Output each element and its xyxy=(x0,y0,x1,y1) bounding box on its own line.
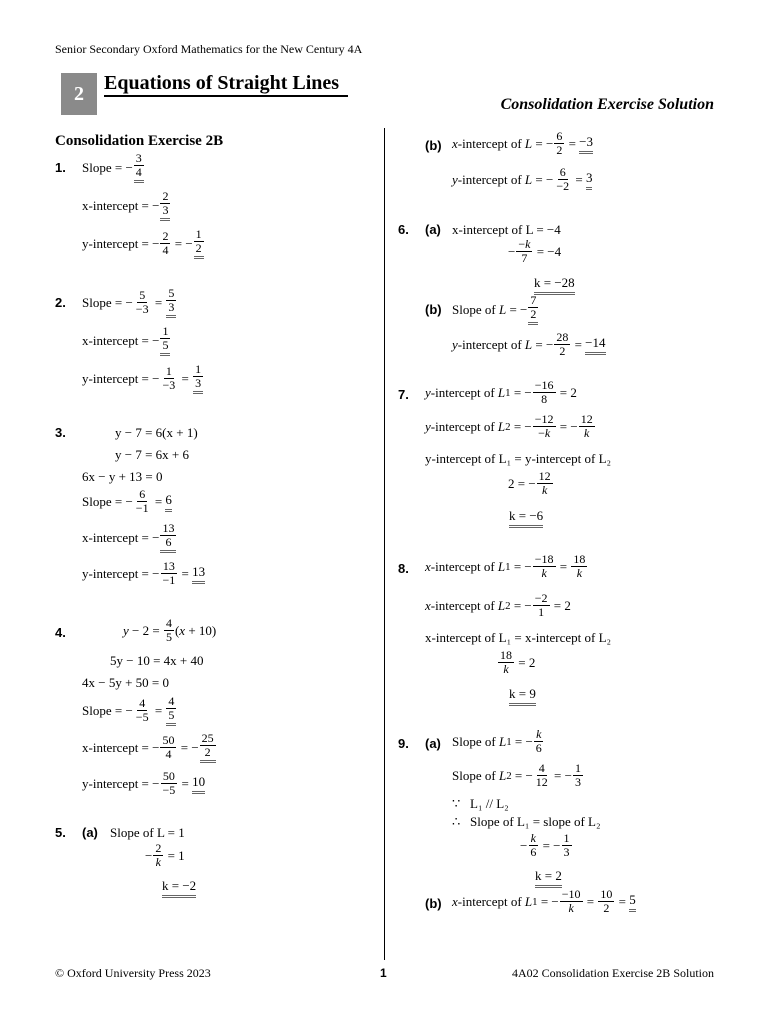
q7-equation: y-intercept of L₁ = y-intercept of L₂ xyxy=(425,451,612,466)
q9a-parallel xyxy=(452,796,509,812)
q3-step: y − 7 = 6x + 6 xyxy=(115,447,189,462)
q2-x-intercept: x-intercept = − $\frac{1}{5}$ xyxy=(82,325,171,356)
q7-y-intercept-l2: y -intercept of L 2 = − $\frac{-12}{-k}$ = − $\frac{12}{k}$ xyxy=(425,412,593,441)
y-intercept-label: y-intercept = xyxy=(82,775,149,791)
q1-slope: Slope = − $\frac{3}{4}$ xyxy=(82,152,145,183)
parallel-statement: L₁ // L₂ xyxy=(470,796,509,811)
y-intercept-label: y-intercept = xyxy=(82,565,149,581)
part-label: (a) xyxy=(82,825,98,840)
q3-step: 6x − y + 13 = 0 xyxy=(82,469,163,484)
q4-step: y − 2 = $\frac{4}{5}$ ( x + 10) xyxy=(123,616,217,645)
question-number: 8. xyxy=(398,561,409,576)
copyright-footer: © Oxford University Press 2023 xyxy=(55,966,211,980)
question-number: 4. xyxy=(55,625,66,640)
q8-x-intercept-l1: x -intercept of L 1 = − $\frac{-18}{k}$ = $\frac{18}{k}$ xyxy=(425,552,586,581)
part-label: (a) xyxy=(425,222,441,237)
q5b-y-intercept: y -intercept of L = − $\frac{6}{-2}$ = 3 xyxy=(452,165,593,194)
question-number: 5. xyxy=(55,825,66,840)
column-divider xyxy=(384,128,385,960)
q6a-x-intercept: x-intercept of L = −4 xyxy=(452,222,561,237)
question-number: 1. xyxy=(55,160,66,175)
q5a-answer: k = −2 xyxy=(162,878,196,898)
q8-equation: x-intercept of L₁ = x-intercept of L₂ xyxy=(425,630,612,645)
slope-equality: Slope of L₁ = slope of L₂ xyxy=(470,814,601,829)
q4-step: 5y − 10 = 4x + 40 xyxy=(110,653,204,668)
q5a-step: − $\frac{2}{k}$ = 1 xyxy=(145,841,185,870)
page-number: 1 xyxy=(380,966,387,980)
q2-slope: Slope = − $\frac{5}{-3}$ = $\frac{5}{3}$ xyxy=(82,287,177,318)
exercise-title: Consolidation Exercise 2B xyxy=(55,133,224,149)
q8-x-intercept-l2: x -intercept of L 2 = − $\frac{-2}{1}$ = 2 xyxy=(425,591,571,620)
slope-label: Slope = xyxy=(82,159,123,175)
x-intercept-label: x-intercept = xyxy=(82,332,149,348)
part-label: (b) xyxy=(425,138,442,153)
q5b-x-intercept: x -intercept of L = − $\frac{6}{2}$ = −3 xyxy=(452,129,594,158)
q7-y-intercept-l1: y -intercept of L 1 = − $\frac{-16}{8}$ = 2 xyxy=(425,378,577,407)
q3-step: y − 7 = 6(x + 1) xyxy=(115,425,198,440)
q4-step: 4x − 5y + 50 = 0 xyxy=(82,675,169,690)
document-code: 4A02 Consolidation Exercise 2B Solution xyxy=(512,966,714,980)
q2-y-intercept: y-intercept = − $\frac{1}{-3}$ = $\frac{1}{3}$ xyxy=(82,363,204,394)
question-number: 3. xyxy=(55,425,66,440)
question-number: 6. xyxy=(398,222,409,237)
q3-x-intercept: x-intercept = − $\frac{13}{6}$ xyxy=(82,522,177,553)
x-intercept-label: x-intercept = xyxy=(82,529,149,545)
slope-label: Slope = xyxy=(82,702,123,718)
q6a-answer: k = −28 xyxy=(534,275,575,295)
x-intercept-label: x-intercept = xyxy=(82,197,149,213)
q1-y-intercept: y-intercept = − $\frac{2}{4}$ = − $\frac{1}{2}$ xyxy=(82,228,205,259)
q3-slope: Slope = − $\frac{6}{-1}$ = 6 xyxy=(82,487,172,516)
q3-y-intercept: y-intercept = − $\frac{13}{-1}$ = 13 xyxy=(82,559,206,588)
q9a-slope-l2: Slope of L 2 = − $\frac{4}{12}$ = − $\frac{1}{3}$ xyxy=(452,761,581,790)
chapter-number-badge: 2 xyxy=(61,73,97,115)
q5a-slope: Slope of L = 1 xyxy=(110,825,185,840)
q6a-step: − $\frac{-k}{7}$ = −4 xyxy=(508,237,562,266)
y-intercept-label: y-intercept = xyxy=(82,370,149,386)
slope-label: Slope = xyxy=(82,294,123,310)
question-number: 2. xyxy=(55,295,66,310)
part-label: (a) xyxy=(425,736,441,751)
question-number: 7. xyxy=(398,387,409,402)
chapter-title: Equations of Straight Lines xyxy=(104,72,340,94)
q6b-y-intercept: y -intercept of L = − $\frac{28}{2}$ = −14 xyxy=(452,330,606,359)
slope-label: Slope = xyxy=(82,493,123,509)
q1-x-intercept: x-intercept = − $\frac{2}{3}$ xyxy=(82,190,171,221)
book-title: Senior Secondary Oxford Mathematics for the New Century 4A xyxy=(55,42,363,56)
because-symbol: ∵ xyxy=(452,796,461,811)
q6b-slope: Slope of L = − $\frac{7}{2}$ xyxy=(452,294,539,325)
therefore-symbol: ∴ xyxy=(452,814,461,829)
q9b-x-intercept: x -intercept of L 1 = − $\frac{-10}{k}$ = $\frac{10}{2}$ = 5 xyxy=(452,887,636,916)
q4-slope: Slope = − $\frac{4}{-5}$ = $\frac{4}{5}$ xyxy=(82,695,177,726)
q8-answer: k = 9 xyxy=(509,686,536,706)
part-label: (b) xyxy=(425,302,442,317)
q8-step: $\frac{18}{k}$ = 2 xyxy=(500,648,536,677)
q9a-slope-l1: Slope of L 1 = − $\frac{k}{6}$ xyxy=(452,727,542,756)
y-intercept-label: y-intercept = xyxy=(82,235,149,251)
q9a-answer: k = 2 xyxy=(535,868,562,888)
q4-x-intercept: x-intercept = − $\frac{50}{4}$ = − $\frac{25}{2}$ xyxy=(82,732,217,763)
chapter-title-underline xyxy=(104,95,348,97)
question-number: 9. xyxy=(398,736,409,751)
q9a-step: − $\frac{k}{6}$ = − $\frac{1}{3}$ xyxy=(520,831,570,860)
part-label: (b) xyxy=(425,896,442,911)
q7-answer: k = −6 xyxy=(509,508,543,528)
q7-step: 2 = − $\frac{12}{k}$ xyxy=(508,469,551,498)
q4-y-intercept: y-intercept = − $\frac{50}{-5}$ = 10 xyxy=(82,769,206,798)
x-intercept-label: x-intercept = xyxy=(82,739,149,755)
solution-title: Consolidation Exercise Solution xyxy=(500,96,714,113)
q9a-therefore xyxy=(452,814,601,830)
